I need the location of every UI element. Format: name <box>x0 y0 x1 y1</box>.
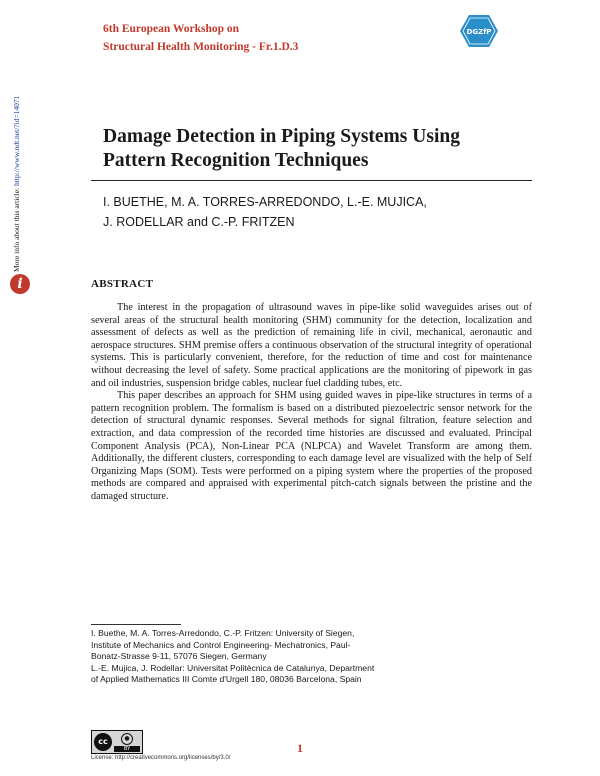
authors-line-1: I. BUETHE, M. A. TORRES-ARREDONDO, L.-E. MUJICA, <box>103 195 427 209</box>
paper-title <box>103 125 523 173</box>
person-icon: ● <box>121 733 133 745</box>
title-line-2: Pattern Recognition Techniques <box>103 150 369 171</box>
info-icon[interactable]: i <box>10 274 30 294</box>
header-session: Structural Health Monitoring - Fr.1.D.3 <box>103 41 299 53</box>
author-list <box>103 192 533 232</box>
footnote-line: of Applied Mathematics III Comte d'Urgell 180, 08036 Barcelona, Spain <box>91 674 362 684</box>
license-text[interactable]: License: http://creativecommons.org/licenses/by/3.0/ <box>91 755 231 761</box>
creative-commons-badge[interactable] <box>91 730 143 754</box>
title-divider <box>91 180 532 181</box>
dgzfp-logo-icon <box>459 14 499 48</box>
article-info-note <box>12 96 21 272</box>
header-workshop: 6th European Workshop on <box>103 23 240 35</box>
page-number: 1 <box>297 741 303 755</box>
running-header <box>103 20 298 56</box>
abstract-paragraph: This paper describes an approach for SHM using guided waves in pipe-like structures in terms of a pattern recognition problem. The formalism is based on a distributed piezoelectric sensor network for the detection of structural dynamic responses. Several methods for signal filtration, feature selection and extraction, and data compression of the recorded time histories are discussed and evaluated. Principal Component Analysis (PCA), Non-Linear PCA (NLPCA) and Wavelet Transform are among them. Additionally, the different clusters, corresponding to each damage level are visualized with the help of Self Organizing Maps (SOM). Tests were performed on a piping system where the properties of the proposed methods are compared and appraised with experimental pitch-catch signals between the pristine and the damaged structure. <box>91 390 532 502</box>
footnote-divider <box>91 624 181 625</box>
abstract-body <box>91 302 532 504</box>
logo-text: DGZfP <box>466 28 492 36</box>
title-line-1: Damage Detection in Piping Systems Using <box>103 126 460 147</box>
footnote-line: I. Buethe, M. A. Torres-Arredondo, C.-P. Fritzen: University of Siegen, <box>91 628 355 638</box>
by-label: BY <box>114 746 140 752</box>
authors-line-2: J. RODELLAR and C.-P. FRITZEN <box>103 215 295 229</box>
abstract-paragraph: The interest in the propagation of ultrasound waves in pipe-like solid waveguides arises out of several areas of the structural health monitoring (SHM) community for the detection, localization and assessment of defects as well as the prediction of remaining life in civil, mechanical, aeronautic and aerospace structures. SHM premise offers a continuous observation of the structural integrity of operational systems. This is particularly convenient, therefore, for the reduction of time and cost for maintenance without decreasing the level of safety. Some practical applications are the monitoring of pipework in gas and oil industries, suspension bridge cables, nuclear fuel cladding tubes, etc. <box>91 302 532 389</box>
footnote-line: Bonatz-Strasse 9-11, 57076 Siegen, Germany <box>91 651 267 661</box>
article-info-label: More info about this article: <box>12 185 21 272</box>
article-info-link[interactable]: http://www.ndt.net/?id=14071 <box>12 95 21 186</box>
attribution-icon <box>112 732 142 752</box>
abstract-heading: ABSTRACT <box>91 278 154 290</box>
footnote-line: L.-E. Mujica, J. Rodellar: Universitat Politècnica de Catalunya, Department <box>91 662 375 673</box>
cc-icon: cc <box>94 733 112 751</box>
footnote-line: Institute of Mechanics and Control Engineering- Mechatronics, Paul- <box>91 639 351 650</box>
author-affiliations <box>91 628 531 686</box>
